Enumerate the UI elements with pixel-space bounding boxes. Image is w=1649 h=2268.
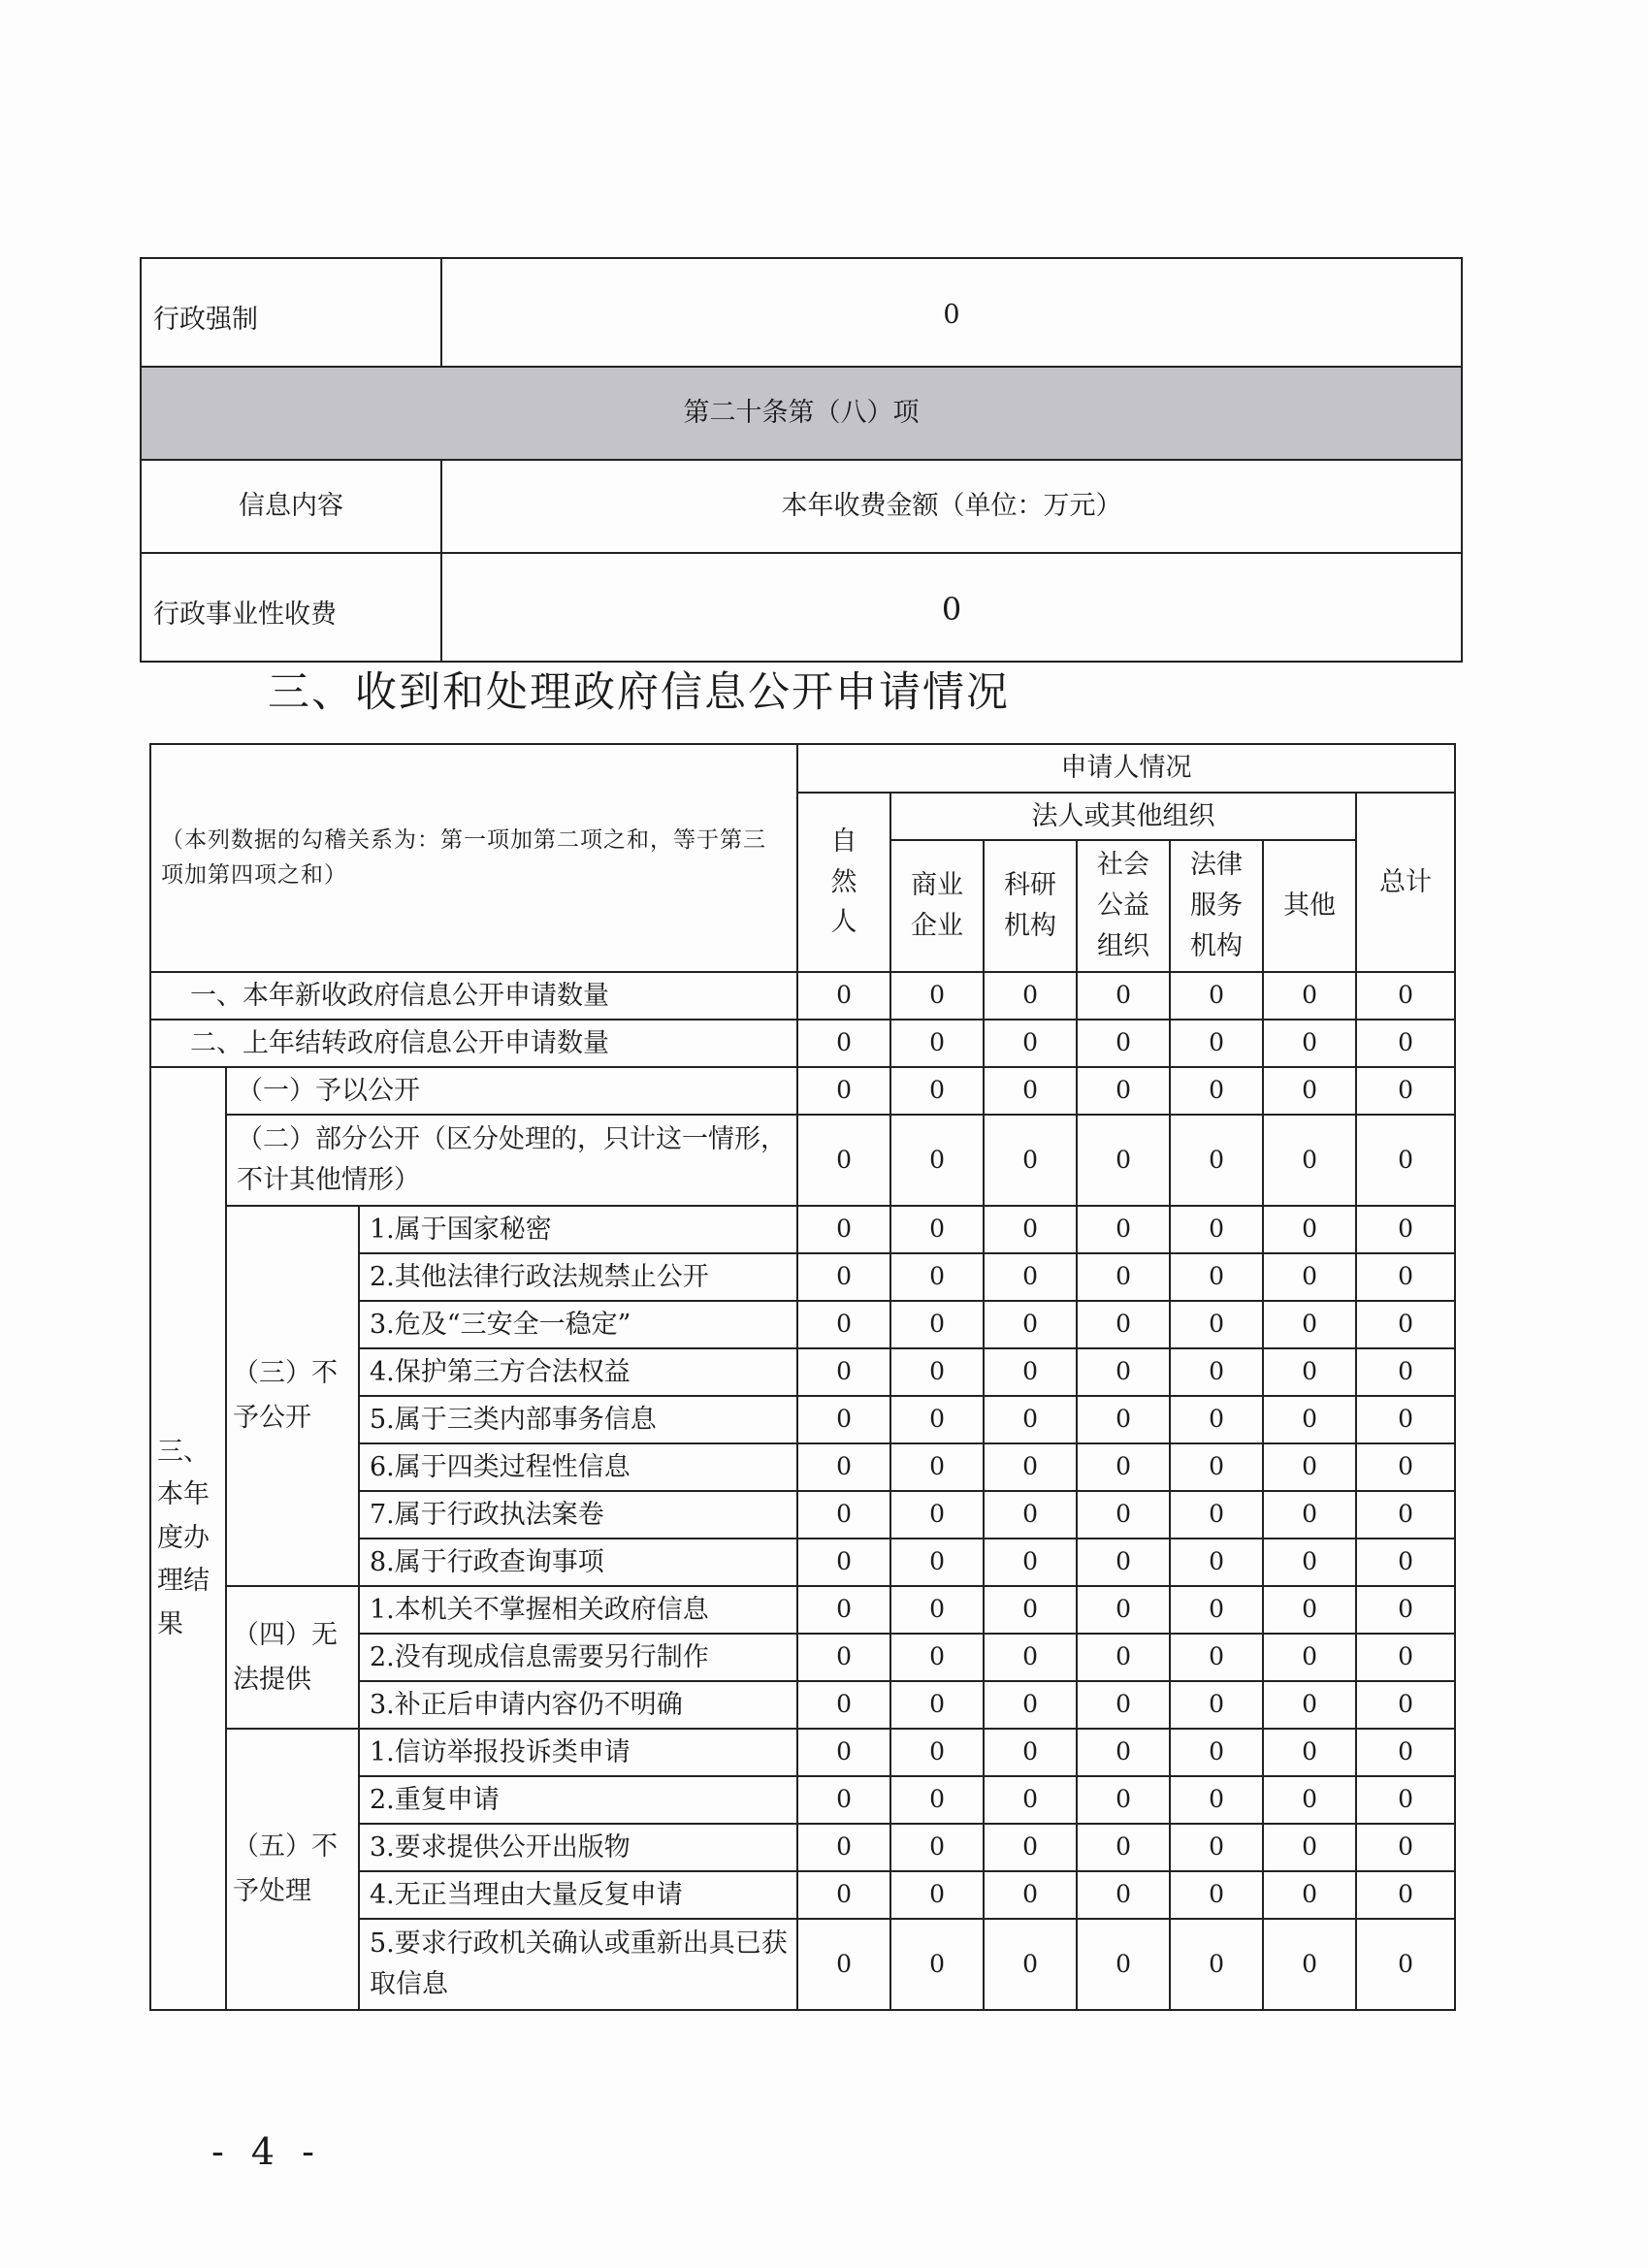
row-label-reason: 8.属于行政查询事项 — [359, 1539, 797, 1586]
row-label-reason: 1.本机关不掌握相关政府信息 — [359, 1586, 797, 1634]
value-cell: 0 — [797, 1681, 890, 1729]
value-cell: 0 — [1170, 1681, 1263, 1729]
value-cell: 0 — [1356, 972, 1455, 1020]
row-label-carryover-applications: 二、上年结转政府信息公开申请数量 — [150, 1020, 797, 1067]
value-cell: 0 — [1077, 1824, 1170, 1871]
value-cell: 0 — [1263, 1396, 1356, 1443]
value-cell: 0 — [797, 1206, 890, 1253]
value-cell: 0 — [1170, 1253, 1263, 1301]
value-cell: 0 — [1356, 1443, 1455, 1491]
value-cell: 0 — [1263, 1348, 1356, 1396]
value-cell: 0 — [1356, 1871, 1455, 1919]
value-cell: 0 — [797, 1491, 890, 1539]
value-cell: 0 — [984, 1443, 1077, 1491]
value-cell: 0 — [984, 1206, 1077, 1253]
row-label-administrative-enforcement: 行政强制 — [141, 258, 441, 367]
value-cell: 0 — [1356, 1206, 1455, 1253]
value-cell: 0 — [984, 1539, 1077, 1586]
value-cell: 0 — [1356, 1729, 1455, 1776]
col-other: 其他 — [1263, 840, 1356, 972]
value-cell: 0 — [797, 1253, 890, 1301]
value-cell: 0 — [890, 1115, 984, 1206]
value-cell: 0 — [1356, 1539, 1455, 1586]
section-heading: 三、收到和处理政府信息公开申请情况 — [268, 668, 1010, 717]
value-cell: 0 — [1263, 972, 1356, 1020]
value-cell: 0 — [797, 1443, 890, 1491]
value-cell: 0 — [1263, 1020, 1356, 1067]
value-cell: 0 — [1170, 1348, 1263, 1396]
value-cell: 0 — [1077, 1586, 1170, 1634]
value-cell: 0 — [1077, 1020, 1170, 1067]
value-cell: 0 — [984, 1871, 1077, 1919]
value-cell: 0 — [1263, 1253, 1356, 1301]
value-cell: 0 — [1263, 1586, 1356, 1634]
value-cell: 0 — [1170, 1729, 1263, 1776]
value-cell: 0 — [797, 1067, 890, 1115]
row-label-reason: 4.无正当理由大量反复申请 — [359, 1871, 797, 1919]
value-cell: 0 — [1263, 1491, 1356, 1539]
value-cell: 0 — [1263, 1824, 1356, 1871]
value-cell: 0 — [890, 1348, 984, 1396]
value-cell: 0 — [797, 1919, 890, 2010]
value-cell: 0 — [984, 1919, 1077, 2010]
value-cell: 0 — [1170, 1871, 1263, 1919]
value-cell: 0 — [1170, 1115, 1263, 1206]
value-cell: 0 — [1077, 1443, 1170, 1491]
value-cell: 0 — [1077, 1253, 1170, 1301]
value-cell: 0 — [890, 1919, 984, 2010]
value-cell: 0 — [984, 1348, 1077, 1396]
value-cell: 0 — [1263, 1539, 1356, 1586]
value-cell: 0 — [984, 1396, 1077, 1443]
value-cell: 0 — [890, 1586, 984, 1634]
article-20-item-8-band: 第二十条第（八）项 — [141, 367, 1462, 460]
value-cell: 0 — [1077, 972, 1170, 1020]
value-cell: 0 — [1356, 1348, 1455, 1396]
row-label-reason: 5.属于三类内部事务信息 — [359, 1396, 797, 1443]
value-cell: 0 — [1356, 1115, 1455, 1206]
row-label-reason: 4.保护第三方合法权益 — [359, 1348, 797, 1396]
value-cell: 0 — [890, 972, 984, 1020]
value-cell: 0 — [797, 1348, 890, 1396]
value-cell: 0 — [797, 1539, 890, 1586]
value-cell: 0 — [1356, 1020, 1455, 1067]
row-label-reason: 5.要求行政机关确认或重新出具已获取信息 — [359, 1919, 797, 2010]
value-cell: 0 — [1170, 1539, 1263, 1586]
row-label-disclosed: （一）予以公开 — [226, 1067, 797, 1115]
value-cell: 0 — [984, 1634, 1077, 1681]
table-row — [150, 1729, 1455, 1776]
row-value-administrative-enforcement: 0 — [441, 258, 1462, 367]
value-cell: 0 — [890, 1634, 984, 1681]
value-cell: 0 — [797, 1824, 890, 1871]
value-cell: 0 — [797, 1020, 890, 1067]
value-cell: 0 — [1077, 1776, 1170, 1824]
row-label-reason: 2.其他法律行政法规禁止公开 — [359, 1253, 797, 1301]
value-cell: 0 — [1170, 1301, 1263, 1348]
row-label-reason: 6.属于四类过程性信息 — [359, 1443, 797, 1491]
value-cell: 0 — [1170, 1067, 1263, 1115]
value-cell: 0 — [984, 1301, 1077, 1348]
applications-table — [149, 743, 1456, 2011]
value-cell: 0 — [890, 1206, 984, 1253]
value-cell: 0 — [984, 1253, 1077, 1301]
value-cell: 0 — [890, 1871, 984, 1919]
value-cell: 0 — [1077, 1396, 1170, 1443]
value-cell: 0 — [1077, 1634, 1170, 1681]
annual-fee-header: 本年收费金额（单位：万元） — [441, 460, 1462, 553]
row-value-administrative-fees: 0 — [441, 553, 1462, 662]
row-label-reason: 3.危及“三安全一稳定” — [359, 1301, 797, 1348]
row-label-reason: 2.重复申请 — [359, 1776, 797, 1824]
table-row — [150, 1067, 1455, 1115]
row-label-reason: 1.信访举报投诉类申请 — [359, 1729, 797, 1776]
row-label-administrative-fees: 行政事业性收费 — [141, 553, 441, 662]
value-cell: 0 — [890, 1443, 984, 1491]
value-cell: 0 — [1077, 1348, 1170, 1396]
table-row — [150, 972, 1455, 1020]
value-cell: 0 — [890, 1729, 984, 1776]
legal-group-header: 法人或其他组织 — [890, 793, 1356, 840]
row-label-reason: 3.要求提供公开出版物 — [359, 1824, 797, 1871]
value-cell: 0 — [1356, 1301, 1455, 1348]
row-label-partially-disclosed: （二）部分公开（区分处理的，只计这一情形，不计其他情形） — [226, 1115, 797, 1206]
value-cell: 0 — [984, 1020, 1077, 1067]
value-cell: 0 — [890, 1301, 984, 1348]
col-natural-person: 自 然 人 — [797, 793, 890, 972]
value-cell: 0 — [797, 1301, 890, 1348]
value-cell: 0 — [1077, 1729, 1170, 1776]
value-cell: 0 — [1077, 1871, 1170, 1919]
col-legal-service: 法律 服务 机构 — [1170, 840, 1263, 972]
value-cell: 0 — [1356, 1919, 1455, 2010]
value-cell: 0 — [1263, 1206, 1356, 1253]
info-content-header: 信息内容 — [141, 460, 441, 553]
value-cell: 0 — [797, 1776, 890, 1824]
value-cell: 0 — [984, 1824, 1077, 1871]
value-cell: 0 — [984, 972, 1077, 1020]
value-cell: 0 — [1356, 1776, 1455, 1824]
value-cell: 0 — [1077, 1681, 1170, 1729]
value-cell: 0 — [984, 1729, 1077, 1776]
value-cell: 0 — [1356, 1681, 1455, 1729]
value-cell: 0 — [1077, 1301, 1170, 1348]
value-cell: 0 — [1263, 1871, 1356, 1919]
section3-label: 三、 本年 度办 理结 果 — [150, 1067, 226, 2010]
value-cell: 0 — [797, 1396, 890, 1443]
value-cell: 0 — [1077, 1115, 1170, 1206]
value-cell: 0 — [1263, 1729, 1356, 1776]
table-row — [150, 1206, 1455, 1253]
value-cell: 0 — [1356, 1253, 1455, 1301]
value-cell: 0 — [1263, 1115, 1356, 1206]
value-cell: 0 — [1356, 1491, 1455, 1539]
value-cell: 0 — [1356, 1586, 1455, 1634]
value-cell: 0 — [890, 1539, 984, 1586]
value-cell: 0 — [1170, 1634, 1263, 1681]
row-label-reason: 7.属于行政执法案卷 — [359, 1491, 797, 1539]
value-cell: 0 — [1263, 1776, 1356, 1824]
row-label-reason: 2.没有现成信息需要另行制作 — [359, 1634, 797, 1681]
value-cell: 0 — [890, 1776, 984, 1824]
value-cell: 0 — [1170, 1443, 1263, 1491]
value-cell: 0 — [1077, 1206, 1170, 1253]
value-cell: 0 — [890, 1824, 984, 1871]
value-cell: 0 — [890, 1067, 984, 1115]
value-cell: 0 — [1263, 1919, 1356, 2010]
applicant-header: 申请人情况 — [797, 744, 1455, 793]
value-cell: 0 — [984, 1586, 1077, 1634]
value-cell: 0 — [1356, 1396, 1455, 1443]
value-cell: 0 — [797, 1634, 890, 1681]
group-label-not-disclosed: （三）不 予公开 — [226, 1206, 359, 1586]
value-cell: 0 — [1263, 1067, 1356, 1115]
value-cell: 0 — [984, 1681, 1077, 1729]
value-cell: 0 — [1170, 1824, 1263, 1871]
value-cell: 0 — [1356, 1067, 1455, 1115]
value-cell: 0 — [890, 1681, 984, 1729]
value-cell: 0 — [1356, 1824, 1455, 1871]
group-label-cannot-provide: （四）无 法提供 — [226, 1586, 359, 1729]
value-cell: 0 — [1170, 1491, 1263, 1539]
value-cell: 0 — [1170, 1206, 1263, 1253]
value-cell: 0 — [1263, 1634, 1356, 1681]
value-cell: 0 — [1170, 1586, 1263, 1634]
row-label-reason: 3.补正后申请内容仍不明确 — [359, 1681, 797, 1729]
table-row — [150, 1586, 1455, 1634]
value-cell: 0 — [1170, 1020, 1263, 1067]
value-cell: 0 — [984, 1115, 1077, 1206]
value-cell: 0 — [797, 1115, 890, 1206]
value-cell: 0 — [1263, 1681, 1356, 1729]
value-cell: 0 — [1356, 1634, 1455, 1681]
col-research: 科研 机构 — [984, 840, 1077, 972]
value-cell: 0 — [890, 1020, 984, 1067]
value-cell: 0 — [1170, 1919, 1263, 2010]
row-label-reason: 1.属于国家秘密 — [359, 1206, 797, 1253]
value-cell: 0 — [1170, 1776, 1263, 1824]
value-cell: 0 — [797, 1871, 890, 1919]
col-social-welfare: 社会 公益 组织 — [1077, 840, 1170, 972]
value-cell: 0 — [984, 1067, 1077, 1115]
value-cell: 0 — [984, 1491, 1077, 1539]
value-cell: 0 — [1170, 1396, 1263, 1443]
value-cell: 0 — [797, 972, 890, 1020]
reconciliation-note: （本列数据的勾稽关系为：第一项加第二项之和，等于第三项加第四项之和） — [150, 744, 797, 972]
table-row — [150, 1020, 1455, 1067]
value-cell: 0 — [890, 1253, 984, 1301]
page-number: - 4 - — [211, 2130, 323, 2173]
value-cell: 0 — [890, 1491, 984, 1539]
row-label-new-applications: 一、本年新收政府信息公开申请数量 — [150, 972, 797, 1020]
group-label-not-processed: （五）不 予处理 — [226, 1729, 359, 2010]
col-business: 商业 企业 — [890, 840, 984, 972]
value-cell: 0 — [1077, 1491, 1170, 1539]
value-cell: 0 — [890, 1396, 984, 1443]
value-cell: 0 — [984, 1776, 1077, 1824]
value-cell: 0 — [1077, 1919, 1170, 2010]
value-cell: 0 — [797, 1586, 890, 1634]
value-cell: 0 — [1263, 1443, 1356, 1491]
value-cell: 0 — [1077, 1067, 1170, 1115]
value-cell: 0 — [797, 1729, 890, 1776]
fee-table — [140, 257, 1463, 663]
col-total: 总计 — [1356, 793, 1455, 972]
table-row — [150, 1115, 1455, 1206]
value-cell: 0 — [1170, 972, 1263, 1020]
value-cell: 0 — [1263, 1301, 1356, 1348]
value-cell: 0 — [1077, 1539, 1170, 1586]
